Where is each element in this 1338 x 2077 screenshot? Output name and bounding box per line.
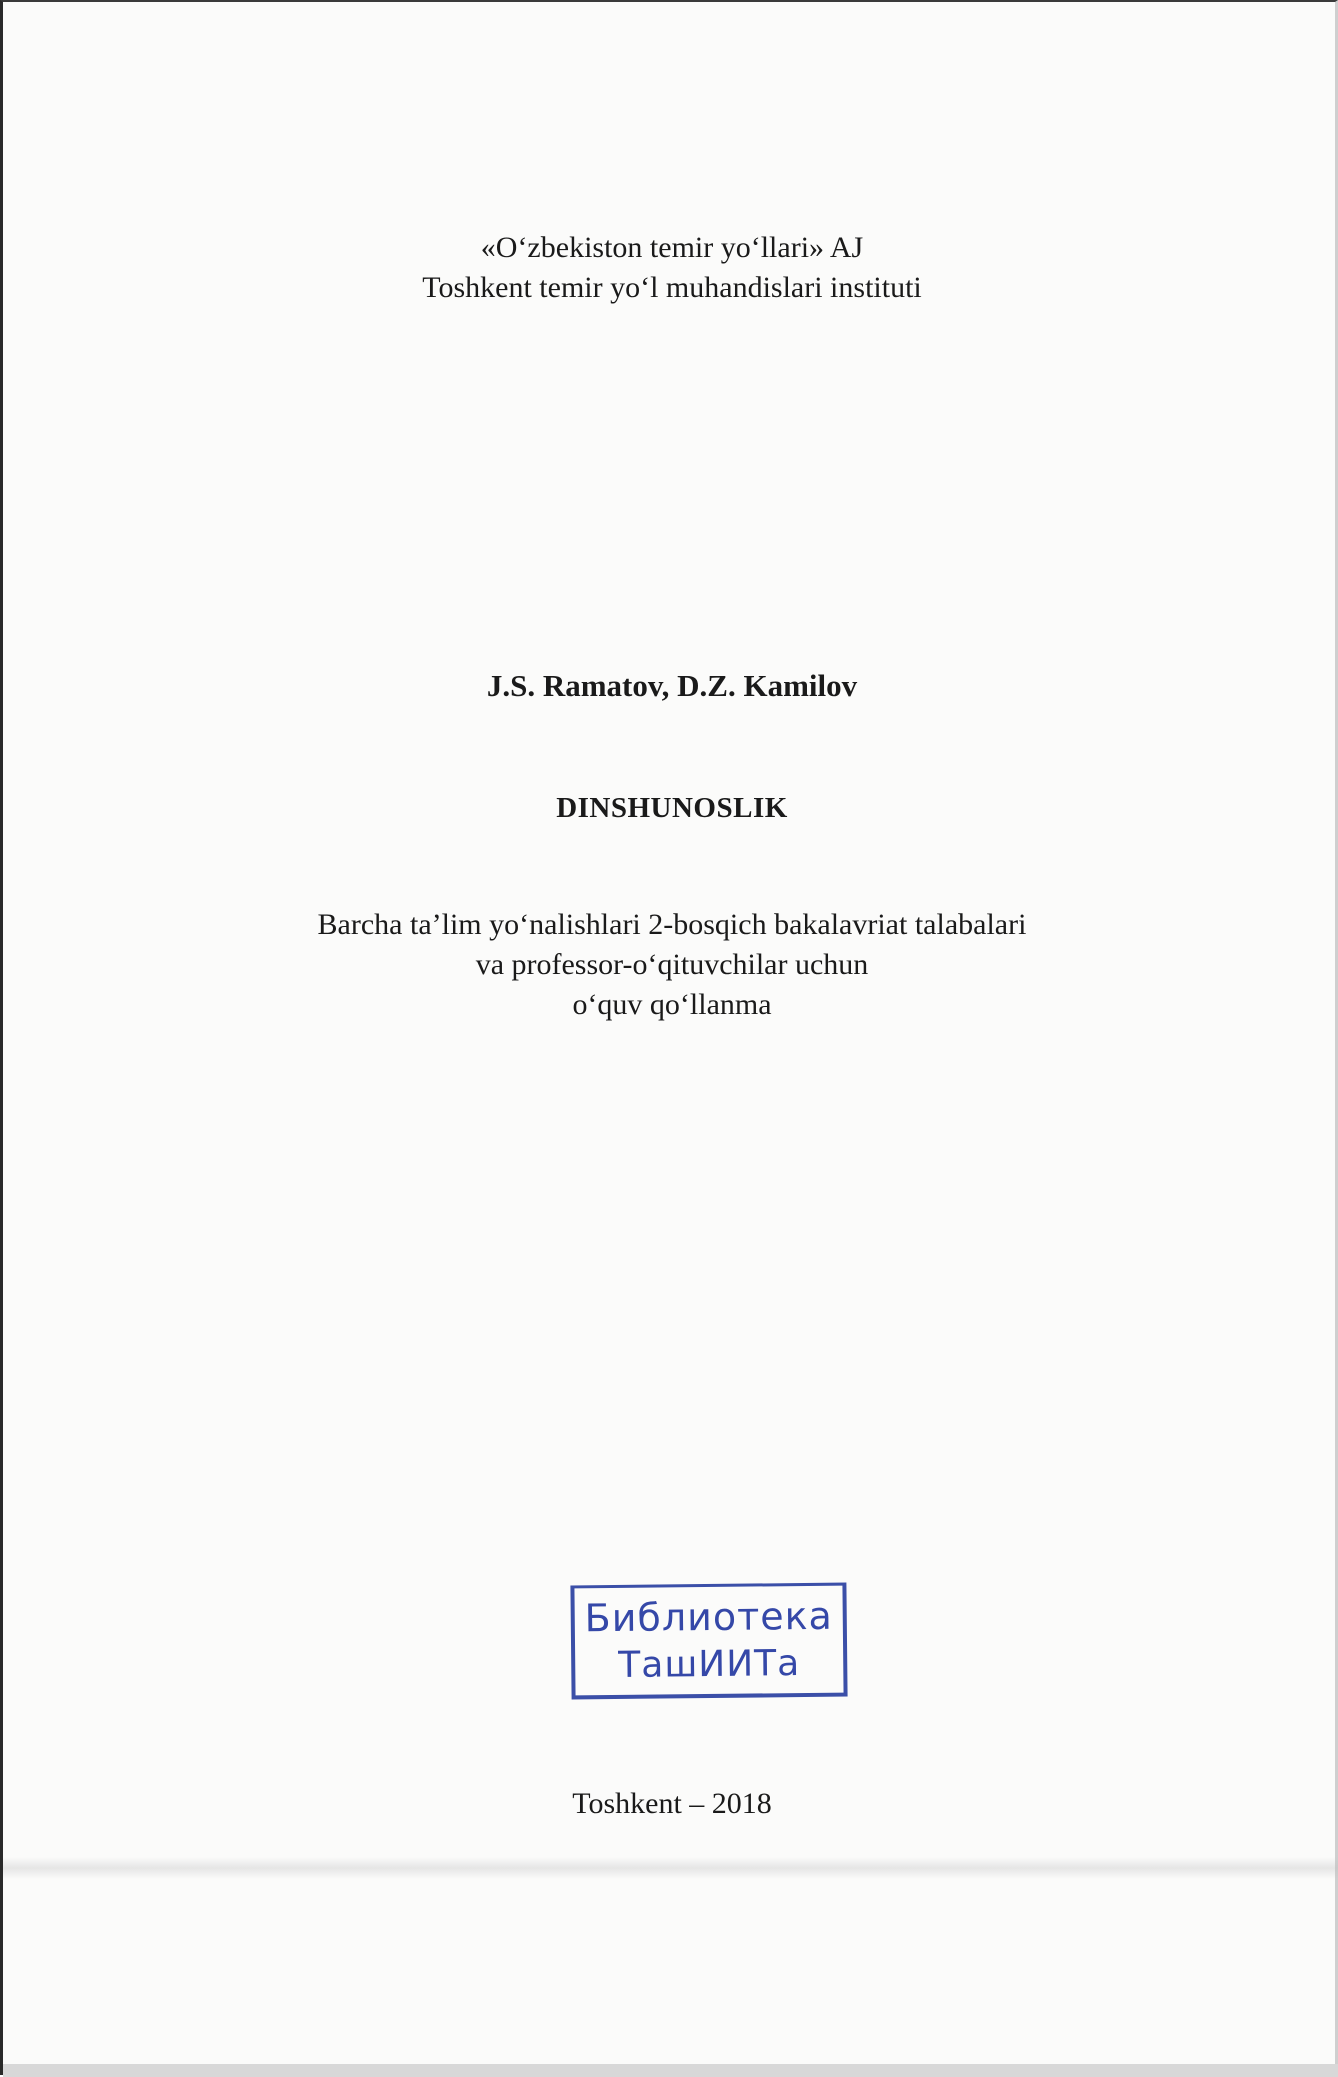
scan-artifact-band xyxy=(3,1857,1338,1879)
publisher-organization: «O‘zbekiston temir yo‘llari» AJ xyxy=(480,231,864,264)
description-line-1: Barcha ta’lim yo‘nalishlari 2-bosqich bakalavriat talabalari xyxy=(317,908,1027,941)
book-title: DINSHUNOSLIK xyxy=(556,792,788,824)
description-line-3: o‘quv qo‘llanma xyxy=(572,988,772,1021)
publisher-institute: Toshkent temir yo‘l muhandislari instituti xyxy=(422,271,922,304)
stamp-line-1: Библиотека xyxy=(584,1593,834,1641)
stamp-line-2: ТашИИТа xyxy=(618,1643,801,1686)
page-bottom-edge xyxy=(3,2064,1338,2077)
imprint-city-year: Toshkent – 2018 xyxy=(572,1787,772,1820)
description-line-2: va professor-o‘qituvchilar uchun xyxy=(475,948,869,981)
authors: J.S. Ramatov, D.Z. Kamilov xyxy=(486,668,858,703)
library-stamp xyxy=(570,1583,847,1700)
